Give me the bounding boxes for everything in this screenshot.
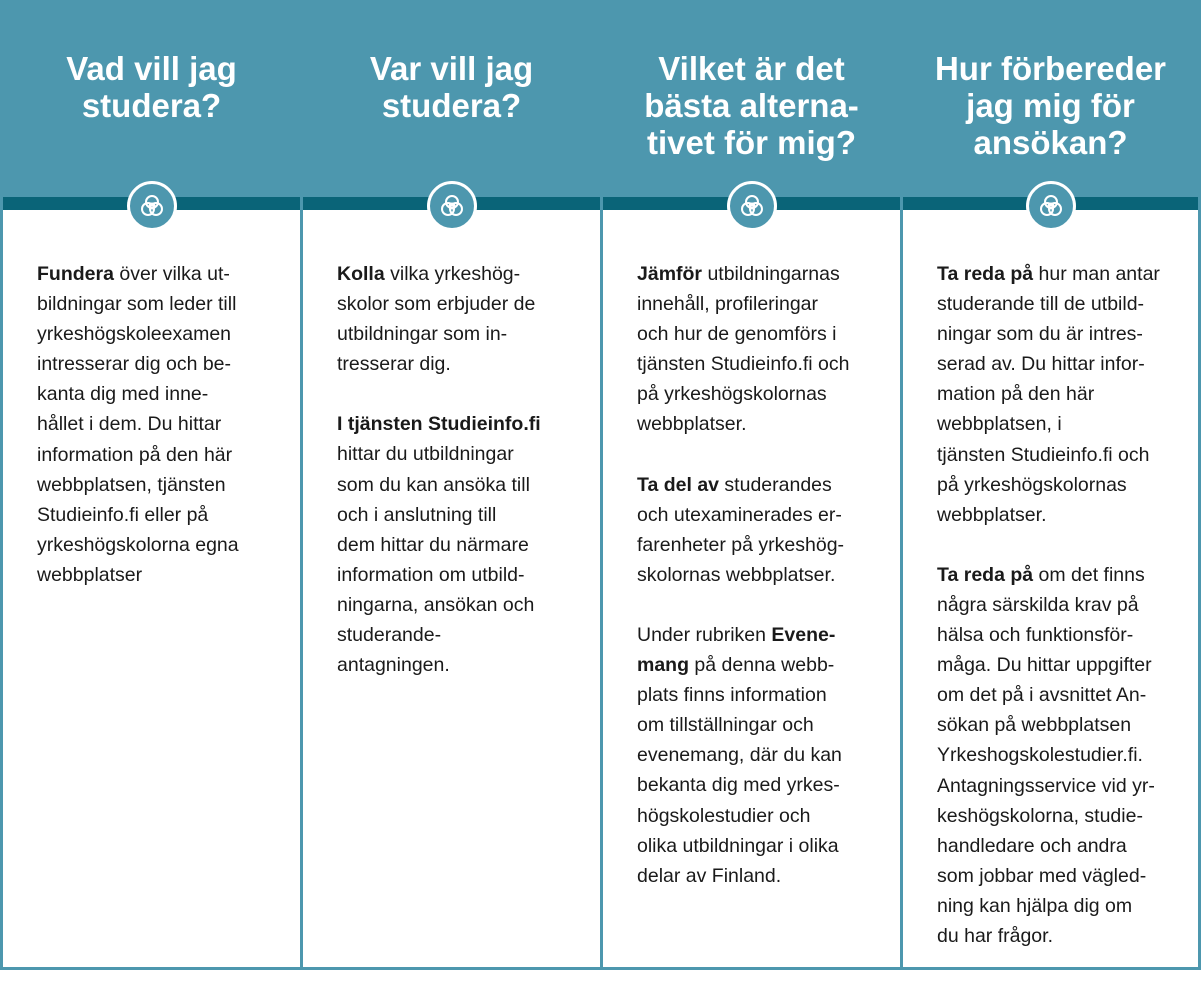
paragraph-prefix: Under rubriken (637, 623, 772, 646)
paragraph (37, 259, 280, 590)
step-body-4 (937, 259, 1178, 981)
bold-lead: I tjänsten Studieinfo.fi (337, 413, 541, 436)
step-header-4 (903, 0, 1198, 197)
paragraph-text: utbildningarnas innehåll, profileringar och hur de genomförs i tjänsten Studieinfo.fi och på yrkeshögskolornas webbplatser. (637, 263, 850, 436)
step-column-2 (300, 0, 600, 970)
paragraph-text: om det finns några särskilda krav på hälsa och funktionsför- måga. Du hittar uppgifter om det på i avsnittet An- sökan på webbplatsen Yrkeshogskolestudier.fi. Antagningsservice vid yr- keshögskolorna, studie- handledare och andra som jobbar med vägled- ning kan hjälpa dig om du har frågor. (937, 563, 1155, 947)
bold-lead: Jämför (637, 263, 703, 285)
paragraph-text: på denna webb- plats finns information om tillställningar och evenemang, där du kan bekanta dig med yrkes- högskolestudier och olika utbildningar i olika delar av Finland. (637, 654, 842, 887)
paragraph-text: hur man antar studerande till de utbild- ningar som du är intres- serad av. Du hittar infor- mation på den här webbplatsen, i tjänsten Studieinfo.fi och på yrkeshögskolornas webbplatser. (937, 263, 1160, 526)
knot-logo-icon (427, 181, 477, 231)
paragraph (337, 409, 580, 680)
bold-lead: Evene- mang (637, 623, 836, 677)
bold-lead: Ta reda på (937, 263, 1034, 285)
paragraph-text: vilka yrkeshög- skolor som erbjuder de utbildningar som in- tresserar dig. (337, 263, 536, 376)
bold-lead: Ta reda på (937, 563, 1034, 586)
bold-lead: Fundera (37, 263, 114, 285)
bold-lead: Ta del av (637, 473, 720, 496)
step-body-1 (37, 259, 280, 620)
step-title-4: Hur förbereder jag mig för ansökan? (934, 50, 1167, 161)
paragraph (937, 560, 1178, 951)
paragraph (637, 470, 880, 590)
paragraph-text: studerandes och utexaminerades er- farenheter på yrkeshög- skolornas webbplatser. (637, 473, 845, 586)
step-title-1: Vad vill jag studera? (66, 50, 237, 124)
bold-lead: Kolla (337, 263, 385, 285)
step-column-1 (0, 0, 300, 970)
paragraph (937, 259, 1178, 530)
step-column-3 (600, 0, 900, 970)
step-title-3: Vilket är det bästa alterna- tivet för mig? (644, 50, 859, 161)
knot-logo-icon (1026, 181, 1076, 231)
paragraph-text: över vilka ut- bildningar som leder till yrkeshögskoleexamen intresserar dig och be- kanta dig med inne- hållet i dem. Du hittar information på den här webbplatsen, tjänsten Studieinfo.fi eller på yrkeshögskolorna egna webbplatser (37, 263, 239, 586)
step-header-1 (3, 0, 300, 197)
step-header-3 (603, 0, 900, 197)
paragraph-text: hittar du utbildningar som du kan ansöka till och i anslutning till dem hittar du närmare information om utbild- ningarna, ansökan och studerande- antagningen. (337, 443, 535, 677)
paragraph (637, 259, 880, 440)
step-header-2 (303, 0, 600, 197)
step-body-2 (337, 259, 580, 710)
step-body-3 (637, 259, 880, 921)
paragraph (337, 259, 580, 379)
knot-logo-icon (727, 181, 777, 231)
knot-logo-icon (127, 181, 177, 231)
paragraph (637, 620, 880, 891)
step-column-4 (900, 0, 1201, 970)
step-title-2: Var vill jag studera? (369, 50, 534, 124)
